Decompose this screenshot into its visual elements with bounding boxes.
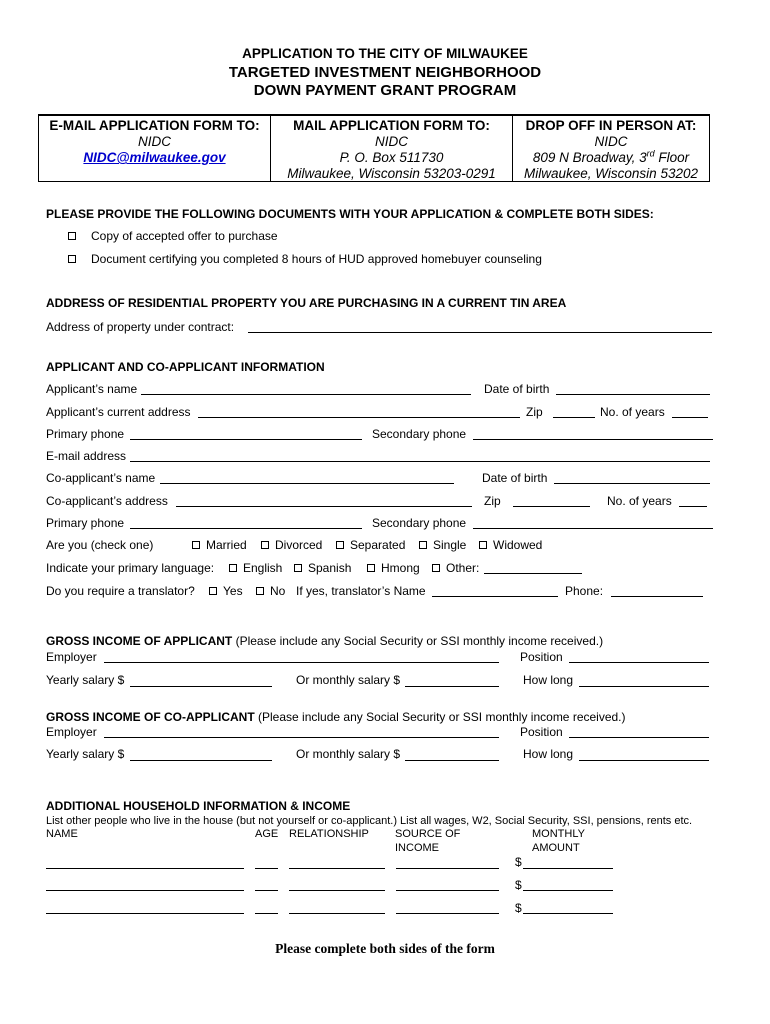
dropoff-cell <box>513 116 710 182</box>
coapplicant-yearly-salary-field[interactable] <box>130 760 272 761</box>
household-heading: ADDITIONAL HOUSEHOLD INFORMATION & INCOME <box>46 799 351 813</box>
household-col-monthly: MONTHLY <box>532 828 585 840</box>
nidc-email-link[interactable]: NIDC@milwaukee.gov <box>83 150 226 165</box>
marital-status-label: Are you (check one) <box>46 538 154 552</box>
applicant-zip-label: Zip <box>526 405 543 419</box>
coapplicant-zip-label: Zip <box>484 494 501 508</box>
household-source-field[interactable] <box>396 913 499 914</box>
coapplicant-employer-field[interactable] <box>104 737 499 738</box>
email-submit-cell <box>38 116 271 182</box>
coapplicant-monthly-salary-label: Or monthly salary $ <box>296 747 401 761</box>
translator-no-checkbox[interactable] <box>256 587 264 595</box>
documents-heading: PLEASE PROVIDE THE FOLLOWING DOCUMENTS WITH YOUR APPLICATION & COMPLETE BOTH SIDES: <box>46 207 654 221</box>
form-title-line2: TARGETED INVESTMENT NEIGHBORHOOD <box>228 64 542 81</box>
applicant-secondary-phone-label: Secondary phone <box>372 427 467 441</box>
mail-submit-pobox: P. O. Box 511730 <box>339 150 444 165</box>
widowed-label: Widowed <box>493 538 543 552</box>
dropoff-street: 809 N Broadway, 3rd Floor <box>532 148 690 165</box>
coapplicant-dob-field[interactable] <box>554 483 710 484</box>
form-title-line1: APPLICATION TO THE CITY OF MILWAUKEE <box>242 46 528 61</box>
applicant-years-field[interactable] <box>672 417 708 418</box>
applicant-dob-label: Date of birth <box>484 382 550 396</box>
coapplicant-primary-phone-label: Primary phone <box>46 516 125 530</box>
applicant-yearly-salary-label: Yearly salary $ <box>46 673 125 687</box>
applicant-position-field[interactable] <box>569 662 709 663</box>
translator-phone-label: Phone: <box>565 584 604 598</box>
coapplicant-name-field[interactable] <box>160 483 454 484</box>
household-col-age: AGE <box>255 828 279 840</box>
hmong-checkbox[interactable] <box>367 564 375 572</box>
translator-yes-checkbox[interactable] <box>209 587 217 595</box>
coapplicant-monthly-salary-field[interactable] <box>405 760 499 761</box>
translator-name-label: If yes, translator’s Name <box>296 584 426 598</box>
doc-item-1: Copy of accepted offer to purchase <box>91 229 278 243</box>
coapplicant-position-field[interactable] <box>569 737 709 738</box>
household-relationship-field[interactable] <box>289 913 385 914</box>
other-language-label: Other: <box>446 561 480 575</box>
separated-checkbox[interactable] <box>336 541 344 549</box>
divorced-checkbox[interactable] <box>261 541 269 549</box>
household-relationship-field[interactable] <box>289 868 385 869</box>
household-relationship-field[interactable] <box>289 890 385 891</box>
coapplicant-secondary-phone-label: Secondary phone <box>372 516 467 530</box>
single-label: Single <box>433 538 467 552</box>
coapplicant-how-long-field[interactable] <box>579 760 709 761</box>
applicant-position-label: Position <box>520 650 563 664</box>
household-source-field[interactable] <box>396 890 499 891</box>
separated-label: Separated <box>350 538 406 552</box>
applicant-address-field[interactable] <box>198 417 520 418</box>
widowed-checkbox[interactable] <box>479 541 487 549</box>
email-submit-org: NIDC <box>138 134 171 149</box>
applicant-email-label: E-mail address <box>46 449 127 463</box>
coapplicant-how-long-label: How long <box>523 747 574 761</box>
coapplicant-employer-label: Employer <box>46 725 97 739</box>
spanish-label: Spanish <box>308 561 352 575</box>
household-name-field[interactable] <box>46 913 244 914</box>
household-age-field[interactable] <box>255 890 278 891</box>
single-checkbox[interactable] <box>419 541 427 549</box>
applicant-employer-label: Employer <box>46 650 97 664</box>
english-label: English <box>243 561 283 575</box>
applicant-primary-phone-label: Primary phone <box>46 427 125 441</box>
hmong-label: Hmong <box>381 561 420 575</box>
doc-checkbox-2[interactable] <box>68 255 76 263</box>
household-source-field[interactable] <box>396 868 499 869</box>
household-dollar-sign: $ <box>515 878 522 892</box>
mail-submit-city: Milwaukee, Wisconsin 53203-0291 <box>287 166 496 181</box>
applicant-name-label: Applicant’s name <box>46 382 138 396</box>
applicant-income-heading: GROSS INCOME OF APPLICANT (Please include any Social Security or SSI monthly income received.) <box>46 634 604 648</box>
form-title-line3: DOWN PAYMENT GRANT PROGRAM <box>253 82 517 99</box>
spanish-checkbox[interactable] <box>294 564 302 572</box>
applicant-heading: APPLICANT AND CO-APPLICANT INFORMATION <box>46 360 325 374</box>
dropoff-city: Milwaukee, Wisconsin 53202 <box>524 166 698 181</box>
applicant-dob-field[interactable] <box>556 394 710 395</box>
coapplicant-years-label: No. of years <box>607 494 672 508</box>
property-address-field[interactable] <box>248 332 712 333</box>
footer-note: Please complete both sides of the form <box>275 941 495 956</box>
other-language-field[interactable] <box>484 573 582 574</box>
translator-label: Do you require a translator? <box>46 584 195 598</box>
dropoff-org: NIDC <box>594 134 628 149</box>
household-dollar-sign: $ <box>515 855 522 869</box>
mail-submit-org: NIDC <box>375 134 408 149</box>
applicant-address-label: Applicant’s current address <box>46 405 191 419</box>
translator-no-label: No <box>270 584 286 598</box>
household-col-income: INCOME <box>395 842 439 854</box>
household-dollar-sign: $ <box>515 901 522 915</box>
applicant-primary-phone-field[interactable] <box>130 439 362 440</box>
applicant-email-field[interactable] <box>130 461 710 462</box>
email-submit-title: E-MAIL APPLICATION FORM TO: <box>49 118 260 133</box>
household-age-field[interactable] <box>255 868 278 869</box>
other-language-checkbox[interactable] <box>432 564 440 572</box>
coapplicant-dob-label: Date of birth <box>482 471 548 485</box>
married-label: Married <box>206 538 247 552</box>
coapplicant-zip-field[interactable] <box>513 506 590 507</box>
doc-checkbox-1[interactable] <box>68 232 76 240</box>
translator-name-field[interactable] <box>432 596 558 597</box>
household-name-field[interactable] <box>46 868 244 869</box>
applicant-employer-field[interactable] <box>104 662 499 663</box>
translator-phone-field[interactable] <box>611 596 703 597</box>
mail-submit-title: MAIL APPLICATION FORM TO: <box>293 118 490 133</box>
coapplicant-years-field[interactable] <box>679 506 707 507</box>
language-label: Indicate your primary language: <box>46 561 215 575</box>
coapplicant-address-label: Co-applicant’s address <box>46 494 168 508</box>
applicant-years-label: No. of years <box>600 405 665 419</box>
coapplicant-yearly-salary-label: Yearly salary $ <box>46 747 125 761</box>
translator-yes-label: Yes <box>223 584 243 598</box>
household-age-field[interactable] <box>255 913 278 914</box>
coapplicant-secondary-phone-field[interactable] <box>473 528 713 529</box>
coapplicant-primary-phone-field[interactable] <box>130 528 362 529</box>
household-col-source: SOURCE OF <box>395 828 461 840</box>
applicant-yearly-salary-field[interactable] <box>130 686 272 687</box>
household-amount-field[interactable] <box>523 868 613 869</box>
applicant-secondary-phone-field[interactable] <box>473 439 713 440</box>
dropoff-title: DROP OFF IN PERSON AT: <box>525 118 697 133</box>
property-address-label: Address of property under contract: <box>46 320 235 334</box>
applicant-how-long-label: How long <box>523 673 574 687</box>
household-instructions: List other people who live in the house (but not yourself or co-applicant.) List all wages, W2, Social Security, SSI, pensions, rents etc. <box>46 815 693 827</box>
english-checkbox[interactable] <box>229 564 237 572</box>
property-heading: ADDRESS OF RESIDENTIAL PROPERTY YOU ARE PURCHASING IN A CURRENT TIN AREA <box>46 296 567 310</box>
household-col-amount: AMOUNT <box>532 842 580 854</box>
mail-submit-cell <box>271 116 513 182</box>
household-amount-field[interactable] <box>523 913 613 914</box>
household-col-name: NAME <box>46 828 78 840</box>
coapplicant-position-label: Position <box>520 725 563 739</box>
coapplicant-income-heading: GROSS INCOME OF CO-APPLICANT (Please include any Social Security or SSI monthly income received.) <box>46 710 626 724</box>
household-amount-field[interactable] <box>523 890 613 891</box>
household-col-relationship: RELATIONSHIP <box>289 828 369 840</box>
divorced-label: Divorced <box>275 538 323 552</box>
applicant-monthly-salary-field[interactable] <box>405 686 499 687</box>
coapplicant-name-label: Co-applicant’s name <box>46 471 156 485</box>
married-checkbox[interactable] <box>192 541 200 549</box>
doc-item-2: Document certifying you completed 8 hours of HUD approved homebuyer counseling <box>91 252 542 266</box>
coapplicant-address-field[interactable] <box>176 506 472 507</box>
applicant-zip-field[interactable] <box>553 417 595 418</box>
applicant-how-long-field[interactable] <box>579 686 709 687</box>
household-name-field[interactable] <box>46 890 244 891</box>
applicant-name-field[interactable] <box>141 394 471 395</box>
applicant-monthly-salary-label: Or monthly salary $ <box>296 673 401 687</box>
